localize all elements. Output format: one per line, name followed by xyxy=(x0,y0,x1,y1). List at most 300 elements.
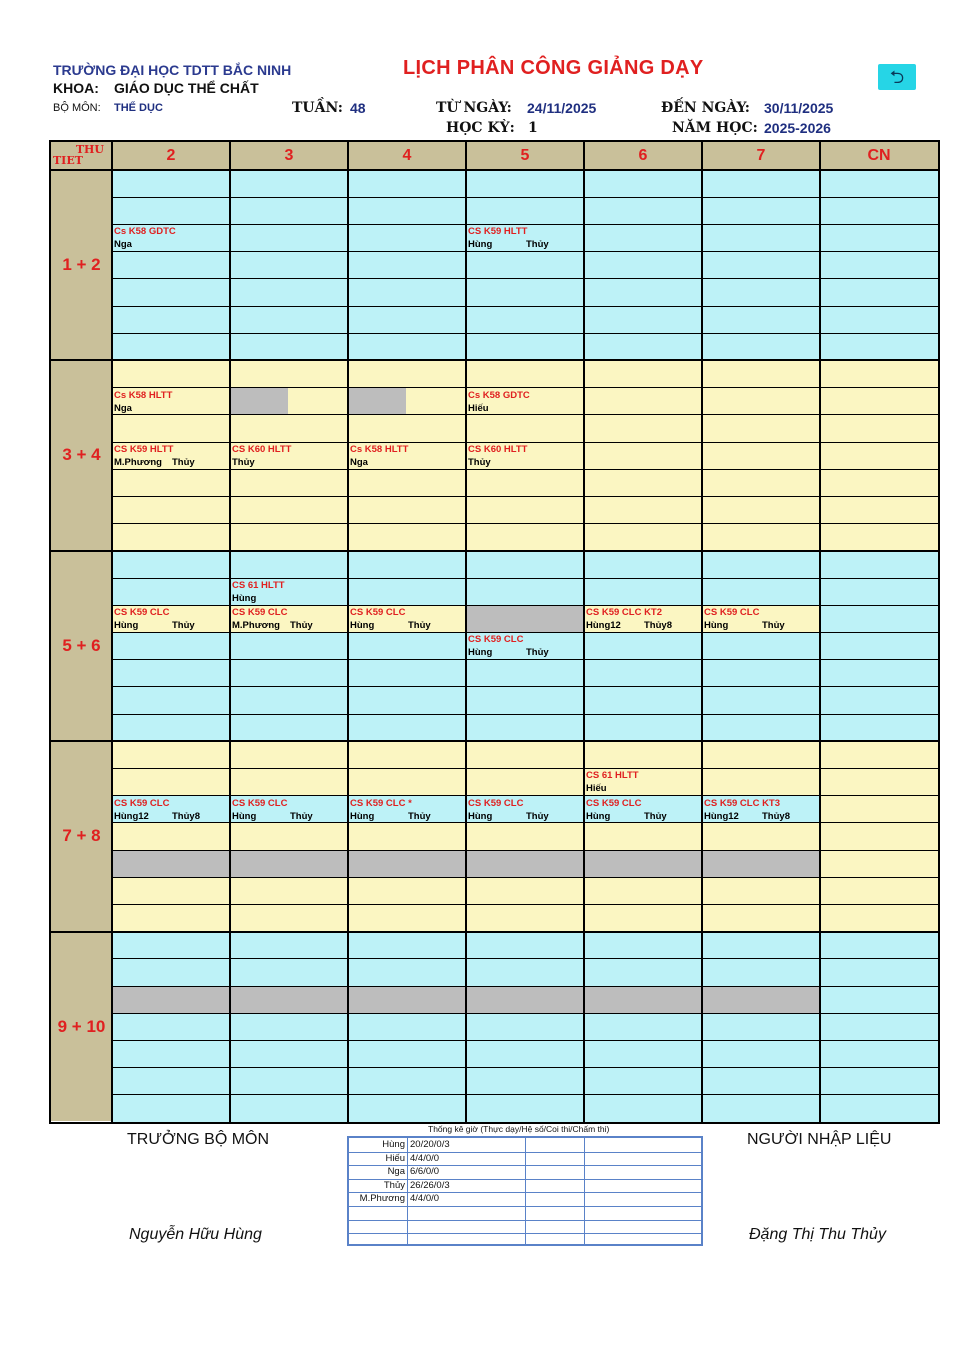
schedule-cell[interactable] xyxy=(230,360,348,387)
schedule-cell[interactable] xyxy=(584,959,702,986)
day-header-4: 4 xyxy=(348,142,466,170)
schedule-cell[interactable] xyxy=(112,524,230,551)
teacher-names xyxy=(114,402,228,415)
schedule-cell[interactable] xyxy=(820,850,938,877)
teacher-names xyxy=(232,619,346,632)
schedule-cell[interactable] xyxy=(820,1095,938,1122)
class-assignment[interactable] xyxy=(232,797,346,823)
schedule-cell[interactable] xyxy=(230,1068,348,1095)
schedule-cell[interactable] xyxy=(230,660,348,687)
schedule-cell[interactable] xyxy=(466,1040,584,1067)
schedule-cell[interactable] xyxy=(820,333,938,360)
schedule-cell[interactable] xyxy=(820,551,938,578)
schedule-cell[interactable] xyxy=(230,415,348,442)
schedule-cell[interactable] xyxy=(112,877,230,904)
schedule-cell[interactable] xyxy=(584,578,702,605)
schedule-cell[interactable] xyxy=(702,252,820,279)
schedule-cell[interactable] xyxy=(702,224,820,251)
schedule-cell[interactable] xyxy=(702,197,820,224)
schedule-cell[interactable] xyxy=(112,496,230,523)
schedule-cell[interactable] xyxy=(466,687,584,714)
schedule-cell[interactable] xyxy=(230,551,348,578)
schedule-cell[interactable] xyxy=(348,1040,466,1067)
schedule-cell[interactable] xyxy=(702,578,820,605)
teacher-primary: Thủy xyxy=(468,457,491,468)
schedule-cell[interactable] xyxy=(820,1040,938,1067)
schedule-cell[interactable] xyxy=(230,904,348,931)
class-assignment[interactable] xyxy=(350,443,464,469)
row-divider xyxy=(112,1013,938,1014)
schedule-cell[interactable] xyxy=(466,170,584,197)
stats-teacher-name: Thủy xyxy=(383,1179,405,1191)
schedule-cell[interactable] xyxy=(702,632,820,659)
schedule-cell[interactable] xyxy=(112,823,230,850)
teacher-secondary: Thủy xyxy=(408,810,431,822)
schedule-cell[interactable] xyxy=(348,904,466,931)
schedule-cell[interactable] xyxy=(820,306,938,333)
schedule-cell[interactable] xyxy=(702,524,820,551)
schedule-cell[interactable] xyxy=(820,170,938,197)
schedule-cell[interactable] xyxy=(702,442,820,469)
teacher-names xyxy=(586,782,700,795)
schedule-cell[interactable] xyxy=(348,1095,466,1122)
schedule-cell[interactable] xyxy=(820,605,938,632)
teacher-secondary: Thủy xyxy=(290,620,313,632)
schedule-cell[interactable] xyxy=(820,632,938,659)
schedule-cell[interactable] xyxy=(348,224,466,251)
schedule-cell[interactable] xyxy=(348,524,466,551)
schedule-cell[interactable] xyxy=(230,279,348,306)
row-divider xyxy=(112,197,938,198)
schedule-cell[interactable] xyxy=(702,660,820,687)
class-assignment[interactable] xyxy=(114,606,228,632)
schedule-cell[interactable] xyxy=(466,360,584,387)
class-assignment[interactable] xyxy=(232,606,346,632)
schedule-cell[interactable] xyxy=(112,306,230,333)
teacher-primary: Hùng xyxy=(350,810,375,822)
schedule-cell[interactable] xyxy=(112,197,230,224)
class-code: Cs K58 GDTC xyxy=(114,226,176,238)
stats-teacher-name: M.Phương xyxy=(359,1193,405,1205)
schedule-cell[interactable] xyxy=(584,442,702,469)
schedule-cell[interactable] xyxy=(820,1013,938,1040)
schedule-cell[interactable] xyxy=(820,578,938,605)
class-assignment[interactable] xyxy=(586,606,700,632)
teacher-primary: Nga xyxy=(114,239,132,251)
schedule-cell[interactable] xyxy=(112,469,230,496)
teacher-secondary: Thủy8 xyxy=(644,620,672,632)
schedule-cell[interactable] xyxy=(348,333,466,360)
schedule-cell[interactable] xyxy=(230,524,348,551)
schedule-cell[interactable] xyxy=(466,741,584,768)
schedule-cell[interactable] xyxy=(466,959,584,986)
schedule-cell[interactable] xyxy=(820,823,938,850)
schedule-cell[interactable] xyxy=(348,660,466,687)
column-divider xyxy=(701,142,703,1122)
schedule-cell[interactable] xyxy=(584,551,702,578)
schedule-cell[interactable] xyxy=(820,660,938,687)
schedule-cell[interactable] xyxy=(348,496,466,523)
schedule-cell[interactable] xyxy=(466,1013,584,1040)
row-divider xyxy=(112,1040,938,1041)
stats-teacher-hours: 4/4/0/0 xyxy=(410,1152,440,1164)
schedule-cell[interactable] xyxy=(820,932,938,959)
schedule-cell[interactable] xyxy=(112,959,230,986)
row-divider xyxy=(112,278,938,279)
schedule-cell[interactable] xyxy=(348,959,466,986)
class-assignment[interactable] xyxy=(114,797,228,823)
day-header-6: 6 xyxy=(584,142,702,170)
schedule-cell[interactable] xyxy=(702,415,820,442)
schedule-cell[interactable] xyxy=(466,252,584,279)
schedule-cell[interactable] xyxy=(702,1013,820,1040)
head-of-dept-name: Nguyễn Hữu Hùng xyxy=(129,1226,262,1243)
schedule-cell[interactable] xyxy=(230,496,348,523)
schedule-cell[interactable] xyxy=(112,252,230,279)
schedule-cell[interactable] xyxy=(466,877,584,904)
schedule-cell[interactable] xyxy=(702,388,820,415)
dept-value: THỂ DỤC xyxy=(114,102,163,114)
schedule-cell[interactable] xyxy=(702,279,820,306)
schedule-cell[interactable] xyxy=(820,768,938,795)
schedule-cell[interactable] xyxy=(584,252,702,279)
teacher-secondary: Thủy xyxy=(408,620,431,632)
schedule-cell[interactable] xyxy=(584,388,702,415)
schedule-cell[interactable] xyxy=(348,714,466,741)
undo-arrow-icon: ⮌ xyxy=(889,67,905,87)
schedule-cell[interactable] xyxy=(348,932,466,959)
row-divider xyxy=(112,768,938,769)
teacher-primary: Hùng xyxy=(350,620,375,632)
class-assignment[interactable] xyxy=(586,769,700,795)
schedule-cell[interactable] xyxy=(820,1068,938,1095)
schedule-cell[interactable] xyxy=(584,1040,702,1067)
schedule-cell[interactable] xyxy=(112,741,230,768)
schedule-cell[interactable] xyxy=(230,1040,348,1067)
schedule-cell[interactable] xyxy=(230,333,348,360)
schedule-cell[interactable] xyxy=(230,932,348,959)
class-code: CS K59 CLC KT3 xyxy=(704,797,781,809)
schedule-cell[interactable] xyxy=(230,632,348,659)
schedule-cell[interactable] xyxy=(466,496,584,523)
schedule-cell[interactable] xyxy=(230,252,348,279)
schedule-cell[interactable] xyxy=(230,741,348,768)
schedule-cell[interactable] xyxy=(820,469,938,496)
schedule-cell[interactable] xyxy=(820,904,938,931)
schedule-cell[interactable] xyxy=(584,741,702,768)
schedule-cell[interactable] xyxy=(348,551,466,578)
schedule-cell[interactable] xyxy=(584,333,702,360)
teacher-primary: M.Phương xyxy=(232,620,280,632)
schedule-cell[interactable] xyxy=(820,197,938,224)
schedule-cell[interactable] xyxy=(112,279,230,306)
hours-stats-table xyxy=(347,1136,703,1246)
schedule-cell[interactable] xyxy=(584,170,702,197)
schedule-cell[interactable] xyxy=(112,714,230,741)
schedule-cell[interactable] xyxy=(466,823,584,850)
class-assignment[interactable] xyxy=(350,606,464,632)
stats-col-divider xyxy=(525,1138,526,1244)
schedule-cell[interactable] xyxy=(112,170,230,197)
schedule-cell[interactable] xyxy=(584,224,702,251)
schedule-cell[interactable] xyxy=(466,660,584,687)
schedule-cell[interactable] xyxy=(820,687,938,714)
teacher-primary: Hùng xyxy=(586,810,611,822)
schedule-cell[interactable] xyxy=(348,415,466,442)
schedule-cell[interactable] xyxy=(584,496,702,523)
teacher-secondary: Thủy xyxy=(172,457,195,468)
class-assignment[interactable] xyxy=(704,606,818,632)
teacher-names xyxy=(350,810,464,823)
class-assignment[interactable] xyxy=(468,797,582,823)
teacher-names xyxy=(114,810,228,823)
schedule-cell[interactable] xyxy=(466,469,584,496)
teacher-secondary: Thủy8 xyxy=(762,810,790,822)
schedule-cell[interactable] xyxy=(348,823,466,850)
class-assignment[interactable] xyxy=(586,797,700,823)
schedule-cell[interactable] xyxy=(702,714,820,741)
schedule-cell[interactable] xyxy=(348,252,466,279)
schedule-cell[interactable] xyxy=(702,959,820,986)
schedule-cell[interactable] xyxy=(820,524,938,551)
schedule-cell[interactable] xyxy=(230,959,348,986)
semester-label: HỌC KỲ: xyxy=(446,120,515,136)
teacher-names xyxy=(232,810,346,823)
schedule-cell[interactable] xyxy=(466,306,584,333)
schedule-cell[interactable] xyxy=(702,306,820,333)
schedule-cell[interactable] xyxy=(466,1095,584,1122)
schedule-cell[interactable] xyxy=(466,578,584,605)
period-divider xyxy=(51,740,938,742)
schedule-cell[interactable] xyxy=(702,877,820,904)
schedule-cell[interactable] xyxy=(820,741,938,768)
stats-teacher-name: Hùng xyxy=(382,1139,405,1150)
schedule-cell[interactable] xyxy=(820,714,938,741)
schedule-cell[interactable] xyxy=(584,877,702,904)
schedule-cell[interactable] xyxy=(584,1068,702,1095)
schedule-cell[interactable] xyxy=(820,877,938,904)
class-code: CS K59 CLC xyxy=(114,607,170,619)
row-divider xyxy=(112,686,938,687)
period-label: 5 + 6 xyxy=(51,552,112,740)
schedule-cell[interactable] xyxy=(230,1013,348,1040)
schedule-cell[interactable] xyxy=(466,904,584,931)
schedule-cell[interactable] xyxy=(584,660,702,687)
schedule-cell[interactable] xyxy=(348,170,466,197)
class-assignment[interactable] xyxy=(468,633,582,659)
schedule-cell[interactable] xyxy=(230,469,348,496)
schedule-cell[interactable] xyxy=(348,768,466,795)
schedule-cell[interactable] xyxy=(702,741,820,768)
blocked-slot xyxy=(466,605,584,632)
schedule-cell[interactable] xyxy=(348,1013,466,1040)
class-code: CS K59 CLC xyxy=(232,797,288,809)
schedule-cell[interactable] xyxy=(466,279,584,306)
schedule-cell[interactable] xyxy=(348,279,466,306)
class-code: CS K59 CLC xyxy=(586,797,642,809)
row-divider xyxy=(112,1094,938,1095)
schedule-cell[interactable] xyxy=(112,904,230,931)
schedule-cell[interactable] xyxy=(584,932,702,959)
class-assignment[interactable] xyxy=(468,389,582,415)
teacher-primary: Nga xyxy=(114,402,132,414)
schedule-cell[interactable] xyxy=(230,197,348,224)
teacher-primary: Hùng xyxy=(704,620,729,632)
schedule-cell[interactable] xyxy=(584,306,702,333)
schedule-cell[interactable] xyxy=(584,415,702,442)
schedule-cell[interactable] xyxy=(466,768,584,795)
schedule-cell[interactable] xyxy=(466,1068,584,1095)
schedule-cell[interactable] xyxy=(820,388,938,415)
schedule-cell[interactable] xyxy=(230,877,348,904)
schedule-cell[interactable] xyxy=(112,932,230,959)
schedule-cell[interactable] xyxy=(820,796,938,823)
schedule-cell[interactable] xyxy=(112,415,230,442)
schedule-cell[interactable] xyxy=(702,1068,820,1095)
schedule-cell[interactable] xyxy=(584,687,702,714)
schedule-cell[interactable] xyxy=(584,1095,702,1122)
schedule-cell[interactable] xyxy=(230,768,348,795)
schedule-cell[interactable] xyxy=(348,306,466,333)
schedule-cell[interactable] xyxy=(230,170,348,197)
schedule-cell[interactable] xyxy=(584,714,702,741)
schedule-cell[interactable] xyxy=(584,524,702,551)
schedule-cell[interactable] xyxy=(112,578,230,605)
schedule-cell[interactable] xyxy=(112,1040,230,1067)
class-assignment[interactable] xyxy=(468,443,582,469)
period-divider xyxy=(51,931,938,933)
teacher-names xyxy=(704,810,818,823)
class-code: CS K59 CLC KT2 xyxy=(586,607,663,619)
schedule-cell[interactable] xyxy=(584,197,702,224)
schedule-cell[interactable] xyxy=(112,1013,230,1040)
schedule-cell[interactable] xyxy=(112,768,230,795)
class-assignment[interactable] xyxy=(468,225,582,251)
class-assignment[interactable] xyxy=(232,443,346,469)
schedule-table xyxy=(49,140,940,1124)
page-title: LỊCH PHÂN CÔNG GIẢNG DẠY xyxy=(403,57,704,79)
schedule-cell[interactable] xyxy=(702,551,820,578)
schedule-cell[interactable] xyxy=(702,1040,820,1067)
schedule-cell[interactable] xyxy=(702,687,820,714)
schedule-cell[interactable] xyxy=(820,959,938,986)
schedule-cell[interactable] xyxy=(112,333,230,360)
schedule-cell[interactable] xyxy=(230,714,348,741)
schedule-cell[interactable] xyxy=(112,632,230,659)
data-entry-label: NGƯỜI NHẬP LIỆU xyxy=(747,1131,892,1148)
teacher-names xyxy=(350,619,464,632)
schedule-cell[interactable] xyxy=(466,551,584,578)
class-assignment[interactable] xyxy=(114,443,228,469)
schedule-cell[interactable] xyxy=(230,823,348,850)
schedule-cell[interactable] xyxy=(230,687,348,714)
schedule-cell[interactable] xyxy=(584,469,702,496)
back-button[interactable] xyxy=(878,64,916,90)
period-divider xyxy=(51,169,938,171)
schedule-cell[interactable] xyxy=(348,1068,466,1095)
schedule-cell[interactable] xyxy=(112,660,230,687)
schedule-cell[interactable] xyxy=(584,360,702,387)
schedule-cell[interactable] xyxy=(702,904,820,931)
schedule-cell[interactable] xyxy=(820,442,938,469)
schedule-cell[interactable] xyxy=(348,877,466,904)
schedule-cell[interactable] xyxy=(230,306,348,333)
schedule-cell[interactable] xyxy=(702,469,820,496)
teacher-primary: Hùng xyxy=(232,810,257,822)
schedule-cell[interactable] xyxy=(702,496,820,523)
day-header-cn: CN xyxy=(820,142,938,170)
schedule-cell[interactable] xyxy=(348,469,466,496)
schedule-cell[interactable] xyxy=(702,333,820,360)
teacher-primary: Hùng12 xyxy=(704,810,739,822)
schedule-cell[interactable] xyxy=(820,224,938,251)
day-header-2: 2 xyxy=(112,142,230,170)
class-assignment[interactable] xyxy=(114,225,228,251)
schedule-cell[interactable] xyxy=(466,524,584,551)
schedule-cell[interactable] xyxy=(702,1095,820,1122)
schedule-cell[interactable] xyxy=(230,224,348,251)
schedule-cell[interactable] xyxy=(348,578,466,605)
row-divider xyxy=(112,877,938,878)
schedule-cell[interactable] xyxy=(348,360,466,387)
schedule-cell[interactable] xyxy=(820,415,938,442)
teacher-primary: Nga xyxy=(350,457,368,468)
schedule-cell[interactable] xyxy=(230,1095,348,1122)
class-code: CS K59 CLC xyxy=(232,607,288,619)
schedule-cell[interactable] xyxy=(348,687,466,714)
schedule-cell[interactable] xyxy=(584,279,702,306)
schedule-cell[interactable] xyxy=(112,1095,230,1122)
class-assignment[interactable] xyxy=(232,579,346,605)
schedule-cell[interactable] xyxy=(466,333,584,360)
schedule-cell[interactable] xyxy=(820,252,938,279)
schedule-cell[interactable] xyxy=(702,932,820,959)
schedule-cell[interactable] xyxy=(820,496,938,523)
schedule-cell[interactable] xyxy=(584,904,702,931)
head-of-dept-label: TRƯỞNG BỘ MÔN xyxy=(127,1131,270,1148)
class-assignment[interactable] xyxy=(350,797,464,823)
schedule-cell[interactable] xyxy=(702,768,820,795)
schedule-cell[interactable] xyxy=(112,1068,230,1095)
year-label: NĂM HỌC: xyxy=(672,120,758,136)
schedule-cell[interactable] xyxy=(466,932,584,959)
schedule-cell[interactable] xyxy=(820,360,938,387)
schedule-cell[interactable] xyxy=(584,632,702,659)
teacher-names xyxy=(468,456,582,469)
schedule-cell[interactable] xyxy=(348,632,466,659)
teacher-primary: Hùng xyxy=(468,239,493,251)
schedule-cell[interactable] xyxy=(702,170,820,197)
class-assignment[interactable] xyxy=(114,389,228,415)
schedule-cell[interactable] xyxy=(820,986,938,1013)
schedule-cell[interactable] xyxy=(112,360,230,387)
schedule-cell[interactable] xyxy=(702,823,820,850)
schedule-cell[interactable] xyxy=(112,687,230,714)
schedule-cell[interactable] xyxy=(702,360,820,387)
schedule-cell[interactable] xyxy=(466,415,584,442)
teacher-primary: Hùng xyxy=(468,647,493,659)
schedule-cell[interactable] xyxy=(584,1013,702,1040)
schedule-cell[interactable] xyxy=(112,551,230,578)
row-divider xyxy=(112,496,938,497)
schedule-cell[interactable] xyxy=(348,197,466,224)
class-assignment[interactable] xyxy=(704,797,818,823)
schedule-cell[interactable] xyxy=(584,823,702,850)
schedule-cell[interactable] xyxy=(466,714,584,741)
schedule-cell[interactable] xyxy=(820,279,938,306)
schedule-cell[interactable] xyxy=(466,197,584,224)
schedule-cell[interactable] xyxy=(348,741,466,768)
